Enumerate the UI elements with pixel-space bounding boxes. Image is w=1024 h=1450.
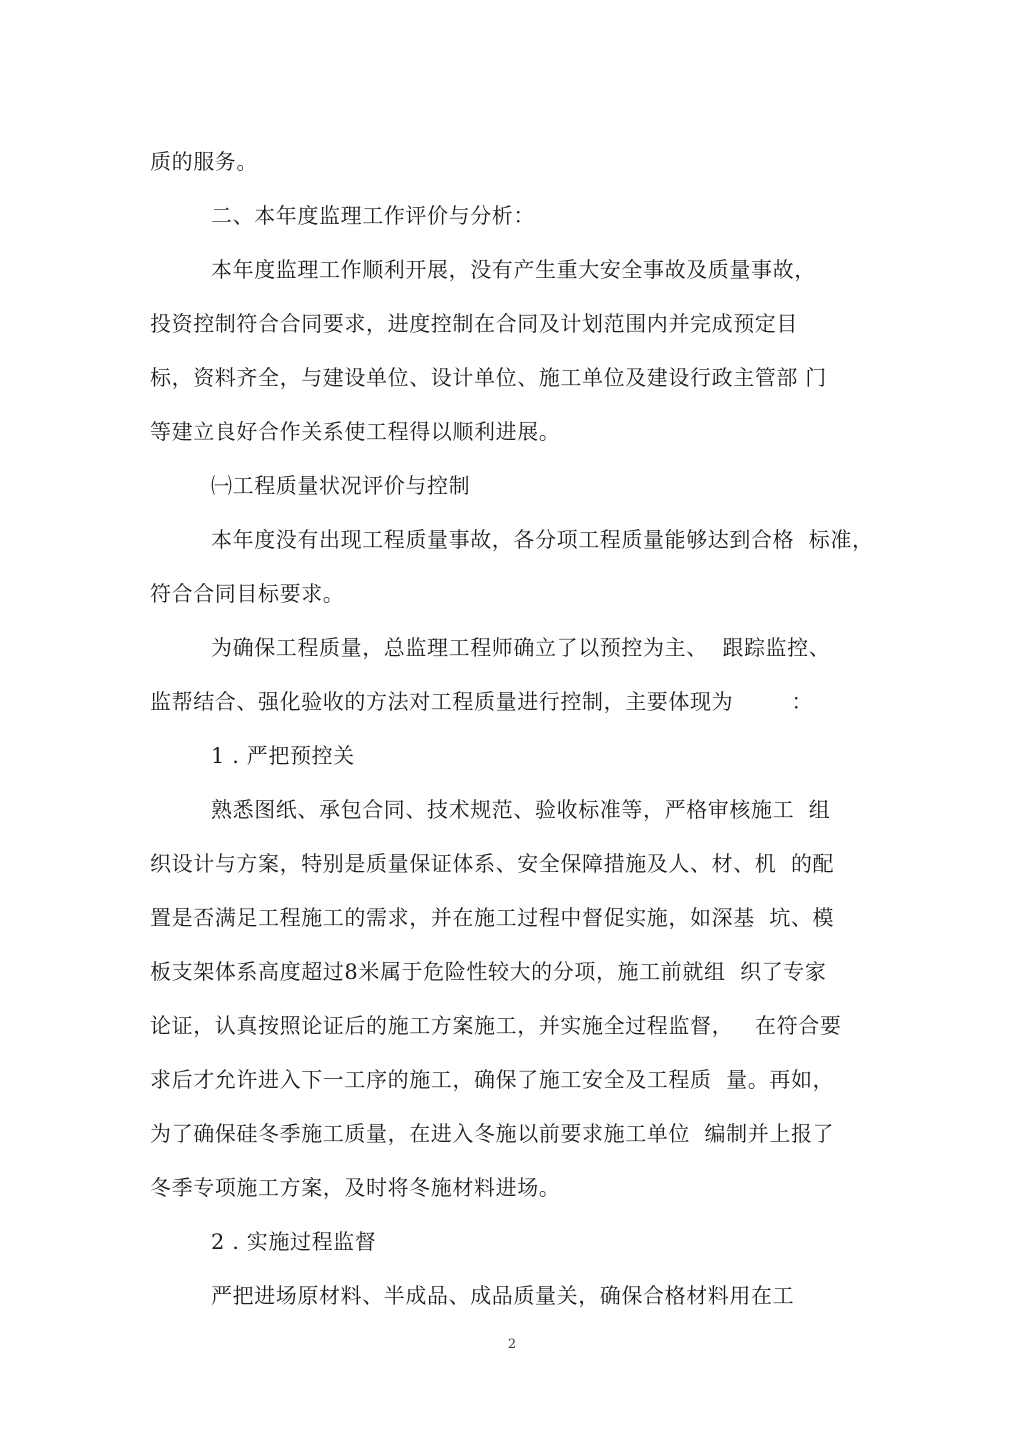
text-line: 置是否满足工程施工的需求，并在施工过程中督促实施，如深基 坑、模 (150, 906, 835, 930)
text-line: 投资控制符合合同要求，进度控制在合同及计划范围内并完成预定目 (150, 312, 798, 336)
text-line: 为了确保硅冬季施工质量，在进入冬施以前要求施工单位 编制并上报了 (150, 1122, 835, 1146)
numbered-heading: 2 . 实施过程监督 (211, 1230, 377, 1254)
text-line: 求后才允许进入下一工序的施工，确保了施工安全及工程质 量。再如， (150, 1068, 835, 1092)
text-line: 板支架体系高度超过8米属于危险性较大的分项，施工前就组 织了专家 (150, 960, 827, 984)
text-line: 熟悉图纸、承包合同、技术规范、验收标准等，严格审核施工 组 (211, 798, 831, 822)
text-line: 织设计与方案，特别是质量保证体系、安全保障措施及人、材、机 的配 (150, 852, 835, 876)
text-line: 等建立良好合作关系使工程得以顺利进展。 (150, 420, 561, 444)
text-line: 严把进场原材料、半成品、成品质量关，确保合格材料用在工 (211, 1284, 795, 1308)
page-number: 2 (507, 1337, 517, 1352)
text-line: 质的服务。 (150, 150, 258, 174)
text-line: 符合合同目标要求。 (150, 582, 345, 606)
text-line: 本年度监理工作顺利开展，没有产生重大安全事故及质量事故， (211, 258, 816, 282)
text-line: 为确保工程质量，总监理工程师确立了以预控为主、 跟踪监控、 (211, 636, 831, 660)
numbered-heading: 1 . 严把预控关 (211, 744, 355, 768)
text-line: 本年度没有出现工程质量事故，各分项工程质量能够达到合格 标准， (211, 528, 874, 552)
text-line: 监帮结合、强化验收的方法对工程质量进行控制，主要体现为 ： (150, 690, 813, 714)
text-line: 标，资料齐全，与建设单位、设计单位、施工单位及建设行政主管部 门 (150, 366, 827, 390)
section-heading: 二、本年度监理工作评价与分析： (211, 204, 535, 228)
text-line: 冬季专项施工方案，及时将冬施材料进场。 (150, 1176, 561, 1200)
subsection-heading: ㈠工程质量状况评价与控制 (211, 474, 471, 498)
text-line: 论证，认真按照论证后的施工方案施工，并实施全过程监督， 在符合要 (150, 1014, 842, 1038)
